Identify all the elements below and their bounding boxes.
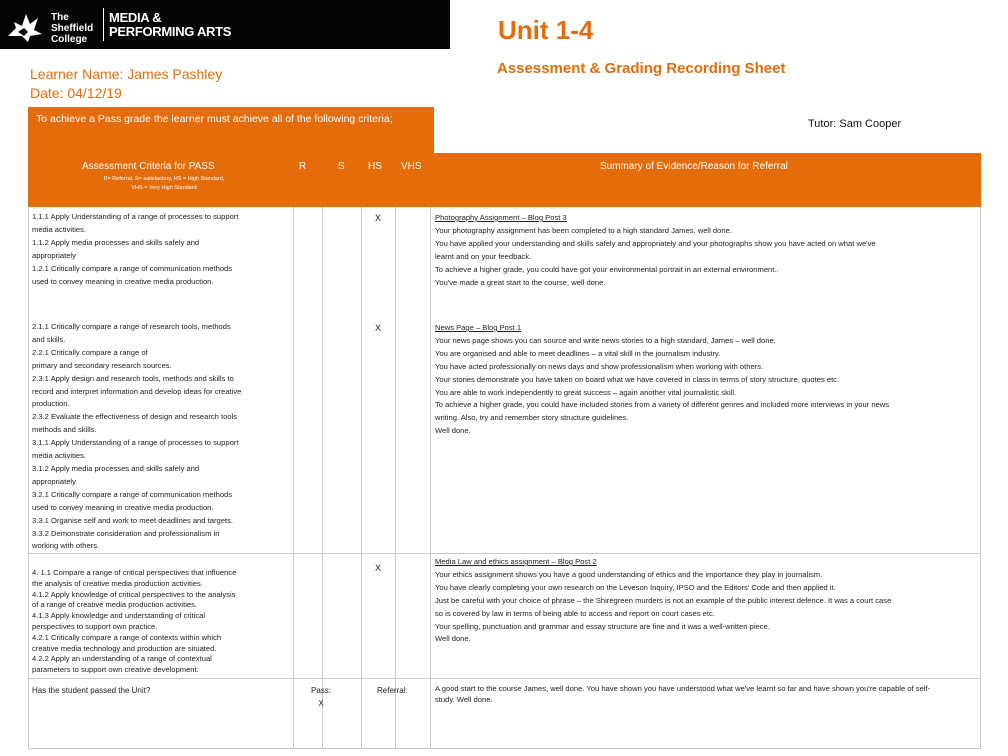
- criteria-line: 3.2.1 Critically compare a range of communication methods: [32, 489, 233, 499]
- criteria-line: 2.1.1 Critically compare a range of research tools, methods: [32, 322, 231, 331]
- summary-line: To achieve a higher grade, you could have included stories from a variety of different genres and included more interviews in your news: [435, 400, 890, 410]
- grid-line: [980, 207, 981, 749]
- learner-name: Learner Name: James Pashley: [30, 66, 223, 82]
- logo-divider: [103, 8, 104, 41]
- summary-line: so is covered by law in terms of being able to access and report on court cases etc.: [435, 608, 715, 618]
- criteria-line: 4.1.3 Apply knowledge and understanding of critical: [32, 611, 206, 621]
- criteria-line: used to convey meaning in creative media production.: [32, 502, 214, 512]
- criteria-line: 1.1.2 Apply media processes and skills safely and: [32, 237, 200, 247]
- summary-line: You have applied your understanding and skills safely and appropriately and your photographs show you have acted on what we've: [435, 238, 876, 248]
- hs-mark-row-1: X: [375, 213, 382, 223]
- tutor-name: Tutor: Sam Cooper: [808, 118, 902, 130]
- criteria-line: 3.3.2 Demonstrate consideration and professionalism in: [32, 528, 220, 538]
- summary-line: Your spelling, punctuation and grammar and essay structure are fine and it was a well-written piece.: [435, 621, 770, 631]
- pass-label: Pass:: [311, 686, 332, 695]
- sheet-title: Assessment & Grading Recording Sheet: [497, 60, 786, 77]
- s-column-header: S: [338, 161, 345, 172]
- criteria-line: and skills.: [32, 334, 66, 344]
- summary-line: To achieve a higher grade, you could have got your environmental portrait in an external environment..: [435, 264, 779, 274]
- criteria-intro-banner: To achieve a Pass grade the learner must achieve all of the following criteria;: [28, 107, 434, 153]
- criteria-line: 4.2.2 Apply an understanding of a range of contextual: [32, 654, 212, 664]
- summary-line: Your news page shows you can source and write news stories to a high standard, James – well done.: [435, 335, 776, 345]
- grid-line: [322, 207, 323, 749]
- college-name: The Sheffield College: [51, 12, 94, 45]
- criteria-line: 1.2.1 Critically compare a range of communication methods: [32, 263, 233, 273]
- criteria-line: 3.3.1 Organise self and work to meet deadlines and targets.: [32, 515, 233, 525]
- criteria-line: appropriately: [32, 476, 76, 486]
- criteria-line: 2.2.1 Critically compare a range of: [32, 347, 148, 357]
- final-comment: [435, 684, 979, 705]
- summary-column-header: Summary of Evidence/Reason for Referral: [600, 161, 788, 172]
- criteria-line: media activities.: [32, 451, 87, 461]
- grid-line: [28, 207, 29, 749]
- table-header-row: [28, 153, 981, 207]
- criteria-line: 1.1.1 Apply Understanding of a range of processes to support: [32, 212, 239, 221]
- unit-title: Unit 1-4: [498, 15, 594, 45]
- grid-line: [395, 207, 396, 749]
- criteria-line: 4.1.2 Apply knowledge of critical perspectives to the analysis: [32, 589, 236, 599]
- assessment-date: Date: 04/12/19: [30, 85, 122, 101]
- summary-line: You are organised and able to meet deadlines – a vital skill in the journalism industry.: [435, 348, 721, 358]
- summary-heading: News Page – Blog Post 1: [435, 323, 522, 332]
- college-crest-icon: [4, 6, 44, 44]
- summary-row-3: [435, 556, 979, 646]
- criteria-line: used to convey meaning in creative media production.: [32, 276, 214, 286]
- criteria-line: parameters to support own creative development.: [32, 665, 199, 675]
- criteria-list-row-3: [32, 568, 236, 676]
- summary-line: Your photography assignment has been completed to a high standard James, well done.: [435, 225, 732, 235]
- pass-mark: X: [318, 699, 324, 708]
- criteria-line: record and interpret information and develop ideas for creative: [32, 386, 242, 396]
- criteria-line: 2.3.1 Apply design and research tools, methods and skills to: [32, 373, 234, 383]
- criteria-line: creative media technology and production are situated.: [32, 643, 217, 653]
- summary-line: Your ethics assignment shows you have a good understanding of ethics and the importance they play in journalism.: [435, 569, 823, 579]
- summary-line: You've made a great start to the course, well done.: [435, 277, 606, 287]
- criteria-line: perspectives to support own practice.: [32, 621, 158, 631]
- grading-key-line-2: VHS = Very High Standard: [131, 185, 197, 191]
- criteria-line: 4.2.1 Critically compare a range of contexts within which: [32, 632, 222, 642]
- summary-line: learnt and on your feedback.: [435, 251, 532, 261]
- grid-line: [430, 207, 431, 749]
- criteria-line: 4. 1.1 Compare a range of critical perspectives that influence: [32, 568, 237, 577]
- department-line-1: MEDIA &: [109, 10, 162, 25]
- summary-line: Well done.: [435, 634, 471, 644]
- department-name: [109, 11, 231, 39]
- criteria-line: appropriately: [32, 250, 76, 260]
- summary-line: Well done.: [435, 426, 471, 436]
- criteria-line: the analysis of creative media production activities.: [32, 578, 203, 588]
- criteria-line: media activities.: [32, 224, 87, 234]
- final-comment-line: A good start to the course James, well done. You have shown you have understood what we've learnt so far and have shown you're capable of self-: [435, 684, 931, 693]
- unit-pass-question: Has the student passed the Unit?: [32, 686, 151, 695]
- hs-mark-row-3: X: [375, 563, 382, 573]
- criteria-line: 3.1.2 Apply media processes and skills safely and: [32, 463, 200, 473]
- criteria-line: of a range of creative media production activities.: [32, 600, 198, 610]
- summary-line: You have clearly completing your own research on the Leveson Inquiry, IPSO and the Editors' Code and then applied it.: [435, 582, 836, 592]
- grid-line: [28, 748, 981, 749]
- vhs-column-header: VHS: [401, 161, 422, 172]
- pass-result: [311, 686, 331, 708]
- summary-line: writing. Also, try and remember story structure guidelines.: [435, 413, 629, 423]
- summary-line: Just be careful with your choice of phrase – the Shiregreen murders is not an example of the public interest defence. It was a court case: [435, 595, 892, 605]
- learner-info: [30, 65, 222, 103]
- summary-line: You have acted professionally on news days and show professionalism when working with others.: [435, 361, 764, 371]
- department-line-2: PERFORMING ARTS: [109, 24, 232, 39]
- summary-line: You are able to work independently to great success – again another vital journalistic skill.: [435, 387, 737, 397]
- summary-row-1: [435, 212, 979, 289]
- criteria-line: working with others.: [32, 541, 100, 551]
- criteria-list-row-2: [32, 321, 241, 553]
- summary-row-2: [435, 322, 979, 438]
- summary-heading: Photography Assignment – Blog Post 3: [435, 213, 567, 222]
- criteria-column-header: Assessment Criteria for PASS: [82, 161, 215, 172]
- summary-line: Your stories demonstrate you have taken on board what we have covered in class in terms of story structure, quotes etc.: [435, 374, 840, 384]
- grid-line: [28, 678, 981, 679]
- criteria-line: 2.3.2 Evaluate the effectiveness of design and research tools: [32, 412, 238, 422]
- grading-key-line-1: R= Referral, S= satisfactory, HS = High Standard,: [103, 176, 225, 182]
- criteria-list-row-1: [32, 211, 238, 288]
- final-comment-line: study. Well done.: [435, 694, 493, 704]
- criteria-line: production.: [32, 399, 70, 409]
- criteria-line: 3.1.1 Apply Understanding of a range of processes to support: [32, 438, 239, 448]
- college-logo-bar: [0, 0, 450, 49]
- r-column-header: R: [299, 161, 307, 172]
- hs-mark-row-2: X: [375, 323, 382, 333]
- grading-key: [84, 175, 244, 193]
- grid-line: [361, 207, 362, 749]
- grid-line: [293, 207, 294, 749]
- summary-heading: Media Law and ethics assignment – Blog Post 2: [435, 557, 597, 566]
- hs-column-header: HS: [368, 161, 382, 172]
- referral-label: Referral:: [377, 686, 408, 695]
- criteria-line: primary and secondary research sources.: [32, 360, 172, 370]
- criteria-line: methods and skills.: [32, 425, 97, 435]
